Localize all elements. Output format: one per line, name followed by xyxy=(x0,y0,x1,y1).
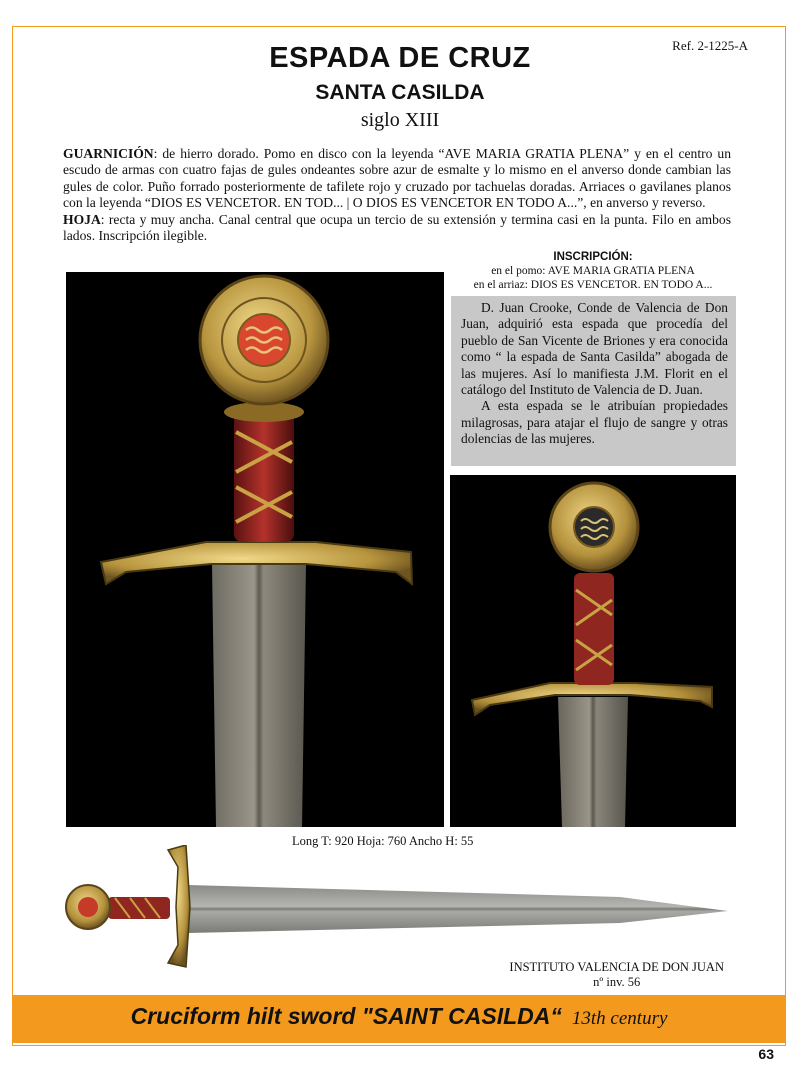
museum-credit xyxy=(509,960,724,990)
hoja-text: : recta y muy ancha. Canal central que ocupa un tercio de su extensión y termina casi en la punta. Filo en ambos lados. Inscripción ilegible. xyxy=(63,211,731,244)
inscription-heading: INSCRIPCIÓN: xyxy=(553,251,633,263)
inscription-crossguard: en el arriaz: DIOS ES VENCETOR. EN TODO A... xyxy=(473,279,713,291)
page-number: 63 xyxy=(758,1046,774,1062)
history-note xyxy=(451,296,736,466)
page-subtitle: SANTA CASILDA xyxy=(315,81,485,104)
sword-hilt-photo-front xyxy=(66,272,444,827)
century-label: siglo XIII xyxy=(360,109,440,131)
reference-number: Ref. 2-1225-A xyxy=(672,38,748,53)
page-title: ESPADA DE CRUZ xyxy=(269,42,531,74)
history-note-p2: A esta espada se le atribuían propiedades milagrosas, para atajar el flujo de sangre y otras dolencias de las mujeres. xyxy=(461,398,728,447)
inscription-pommel: en el pomo: AVE MARIA GRATIA PLENA xyxy=(491,265,695,277)
english-title: Cruciform hilt sword "SAINT CASILDA“ xyxy=(130,1003,562,1029)
english-title-band xyxy=(12,995,786,1043)
museum-name: INSTITUTO VALENCIA DE DON JUAN xyxy=(509,960,724,974)
guarnicion-text: : de hierro dorado. Pomo en disco con la leyenda “AVE MARIA GRATIA PLENA” y en el centro un escudo de armas con cuatro fajas de gules ondeantes sobre azur de esmalte y lo mismo en el anverso donde cambian las gules de color. Puño forrado posteriormente de tafilete rojo y cruzado por tachuelas doradas. Arriaces o gavilanes planos con la leyenda “DIOS ES VENCETOR. EN TOD... | O DIOS ES VENCETOR EN TODO A...”, en anverso y reverso. xyxy=(63,146,731,211)
sword-dimensions: Long T: 920 Hoja: 760 Ancho H: 55 xyxy=(292,834,474,848)
guarnicion-label: GUARNICIÓN xyxy=(63,146,154,161)
sword-hilt-photo-back xyxy=(450,475,736,827)
description-text xyxy=(63,146,731,244)
hoja-label: HOJA xyxy=(63,211,101,227)
inscription-block xyxy=(455,250,731,292)
inventory-number: nº inv. 56 xyxy=(593,975,641,989)
full-sword-photo xyxy=(60,845,740,970)
history-note-p1: D. Juan Crooke, Conde de Valencia de Don Juan, adquirió esta espada que procedía del pueblo de San Vicente de Briones y era conocida como “ la espada de Santa Casilda” abogada de las mujeres. Así lo manifiesta J.M. Florit en el catálogo del Instituto de Valencia de D. Juan. xyxy=(461,300,728,398)
english-century: 13th century xyxy=(571,1008,668,1029)
